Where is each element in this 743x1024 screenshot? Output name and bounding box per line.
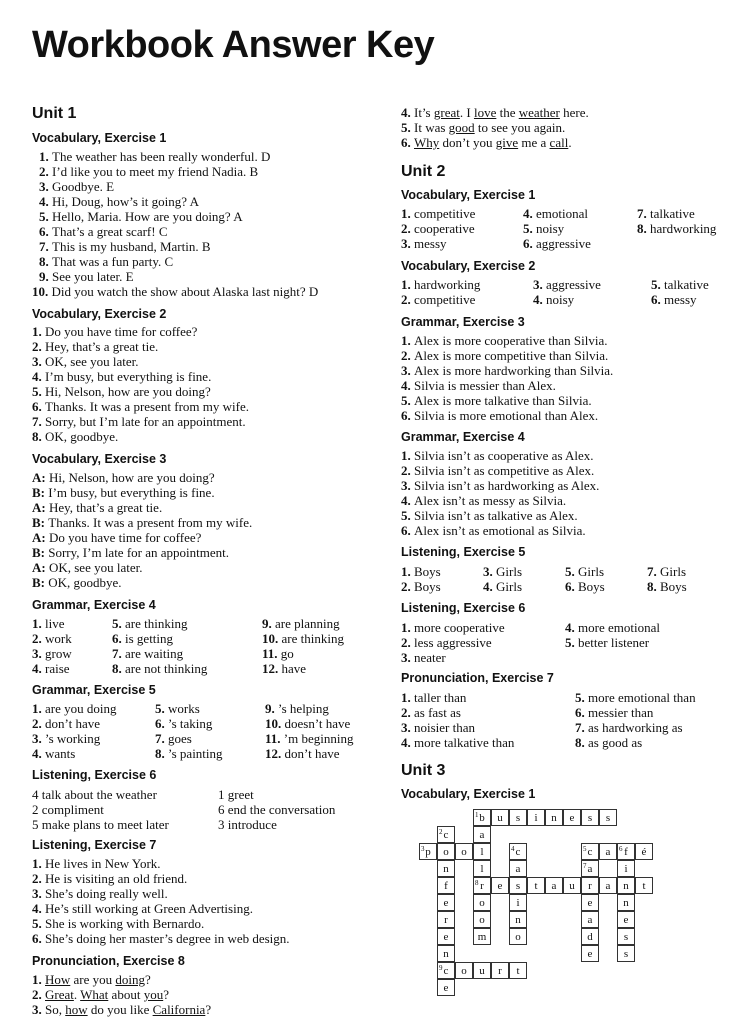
answer-item: 3. messy bbox=[401, 236, 447, 251]
answer-item: 5. more emotional than bbox=[575, 690, 696, 705]
dialogue-line: B: Sorry, I’m late for an appointment. bbox=[32, 545, 229, 560]
answer-item: 3. grow bbox=[32, 646, 72, 661]
answer-item: 5. are thinking bbox=[112, 616, 188, 631]
crossword-cell: a bbox=[581, 911, 599, 928]
answer-item: 2. Alex is more competitive than Silvia. bbox=[401, 348, 609, 363]
answer-item: 3. Girls bbox=[483, 564, 522, 579]
crossword-cell: c 2 bbox=[437, 826, 455, 843]
answer-item: 2. as fast as bbox=[401, 705, 461, 720]
crossword-cell: é bbox=[635, 843, 653, 860]
crossword-cell: n bbox=[617, 877, 635, 894]
answer-item: 3. ’s working bbox=[32, 731, 101, 746]
answer-item: 1. Alex is more cooperative than Silvia. bbox=[401, 333, 608, 348]
answer-item: 5. works bbox=[155, 701, 200, 716]
page-title: Workbook Answer Key bbox=[32, 24, 435, 66]
crossword-cell: s bbox=[617, 945, 635, 962]
crossword-cell: e bbox=[491, 877, 509, 894]
answer-item: 6. Why don’t you give me a call. bbox=[401, 135, 572, 150]
answer-item: 6. Alex isn’t as emotional as Silvia. bbox=[401, 523, 586, 538]
crossword-cell: c 4 bbox=[509, 843, 527, 860]
answer-item: 9. See you later. E bbox=[39, 269, 134, 284]
answer-item: 5. Girls bbox=[565, 564, 604, 579]
answer-item: 8. ’s painting bbox=[155, 746, 223, 761]
answer-item: 6. Silvia is more emotional than Alex. bbox=[401, 408, 599, 423]
crossword-cell: c 9 bbox=[437, 962, 455, 979]
crossword-cell: d bbox=[581, 928, 599, 945]
section-heading: Listening, Exercise 6 bbox=[401, 601, 526, 615]
answer-item: 8. are not thinking bbox=[112, 661, 208, 676]
crossword-cell: s bbox=[509, 877, 527, 894]
answer-item: 1. hardworking bbox=[401, 277, 481, 292]
answer-item: 6. is getting bbox=[112, 631, 174, 646]
crossword-cell: o bbox=[455, 843, 473, 860]
section-heading: Grammar, Exercise 4 bbox=[401, 430, 525, 444]
answer-item: 4. more talkative than bbox=[401, 735, 515, 750]
answer-item: 8. OK, goodbye. bbox=[32, 429, 119, 444]
crossword-cell: o bbox=[473, 911, 491, 928]
dialogue-line: A: Hi, Nelson, how are you doing? bbox=[32, 470, 215, 485]
dialogue-line: B: I’m busy, but everything is fine. bbox=[32, 485, 215, 500]
crossword-cell: l bbox=[473, 843, 491, 860]
section-heading: Vocabulary, Exercise 1 bbox=[401, 787, 536, 801]
crossword-cell: a bbox=[509, 860, 527, 877]
answer-item: 7. as hardworking as bbox=[575, 720, 683, 735]
crossword-cell: s bbox=[581, 809, 599, 826]
answer-item: 6. aggressive bbox=[523, 236, 591, 251]
answer-item: 1. How are you doing? bbox=[32, 972, 151, 987]
answer-item: 6. Boys bbox=[565, 579, 605, 594]
section-heading: Grammar, Exercise 5 bbox=[32, 683, 156, 697]
crossword-cell: s bbox=[599, 809, 617, 826]
section-heading: Pronunciation, Exercise 7 bbox=[401, 671, 554, 685]
answer-item: 5. Silvia isn’t as talkative as Alex. bbox=[401, 508, 578, 523]
answer-item: 4. Hi, Doug, how’s it going? A bbox=[39, 194, 199, 209]
crossword-cell: e bbox=[563, 809, 581, 826]
answer-item: 12. have bbox=[262, 661, 307, 676]
answer-item: 1. Boys bbox=[401, 564, 441, 579]
answer-item: 8. That was a fun party. C bbox=[39, 254, 174, 269]
crossword-cell: r bbox=[437, 911, 455, 928]
crossword-cell: e bbox=[437, 928, 455, 945]
answer-item: 6. ’s taking bbox=[155, 716, 213, 731]
crossword-cell: o bbox=[455, 962, 473, 979]
crossword-cell: n bbox=[617, 894, 635, 911]
answer-item: 3. Alex is more hardworking than Silvia. bbox=[401, 363, 614, 378]
crossword-cell: e bbox=[437, 979, 455, 996]
answer-item: 4. emotional bbox=[523, 206, 588, 221]
answer-item: 8. hardworking bbox=[637, 221, 717, 236]
crossword-cell: p 3 bbox=[419, 843, 437, 860]
answer-item: 5. Alex is more talkative than Silvia. bbox=[401, 393, 592, 408]
answer-item: 10. are thinking bbox=[262, 631, 344, 646]
crossword-cell: e bbox=[437, 894, 455, 911]
answer-item: 2 compliment bbox=[32, 802, 104, 817]
crossword-cell: e bbox=[617, 911, 635, 928]
answer-item: 6 end the conversation bbox=[218, 802, 336, 817]
section-heading: Vocabulary, Exercise 3 bbox=[32, 452, 167, 466]
crossword-cell: r 8 bbox=[473, 877, 491, 894]
answer-item: 5. Hi, Nelson, how are you doing? bbox=[32, 384, 211, 399]
answer-item: 10. Did you watch the show about Alaska last night? D bbox=[32, 284, 319, 299]
crossword-cell: u bbox=[491, 809, 509, 826]
answer-item: 6. That’s a great scarf! C bbox=[39, 224, 168, 239]
crossword-cell: a bbox=[545, 877, 563, 894]
section-heading: Vocabulary, Exercise 1 bbox=[32, 131, 167, 145]
answer-item: 1 greet bbox=[218, 787, 254, 802]
answer-item: 8. Boys bbox=[647, 579, 687, 594]
answer-item: 1. taller than bbox=[401, 690, 467, 705]
answer-item: 7. are waiting bbox=[112, 646, 184, 661]
answer-item: 7. This is my husband, Martin. B bbox=[39, 239, 211, 254]
crossword-cell: a 7 bbox=[581, 860, 599, 877]
crossword-cell: n bbox=[509, 911, 527, 928]
answer-item: 2. Hey, that’s a great tie. bbox=[32, 339, 159, 354]
answer-item: 4. It’s great. I love the weather here. bbox=[401, 105, 589, 120]
crossword-cell: a bbox=[599, 877, 617, 894]
crossword-cell: c 5 bbox=[581, 843, 599, 860]
answer-item: 6. Thanks. It was a present from my wife. bbox=[32, 399, 249, 414]
crossword-cell: b 1 bbox=[473, 809, 491, 826]
answer-item: 8. as good as bbox=[575, 735, 643, 750]
crossword-cell: f 6 bbox=[617, 843, 635, 860]
section-heading: Vocabulary, Exercise 2 bbox=[401, 259, 536, 273]
answer-item: 12. don’t have bbox=[265, 746, 340, 761]
answer-item: 1. are you doing bbox=[32, 701, 117, 716]
answer-item: 4. more emotional bbox=[565, 620, 660, 635]
answer-item: 5 make plans to meet later bbox=[32, 817, 169, 832]
answer-item: 11. ’m beginning bbox=[265, 731, 354, 746]
crossword-cell: i bbox=[527, 809, 545, 826]
unit-heading: Unit 1 bbox=[32, 105, 77, 122]
answer-item: 4. noisy bbox=[533, 292, 575, 307]
answer-item: 3. Goodbye. E bbox=[39, 179, 115, 194]
answer-item: 1. live bbox=[32, 616, 65, 631]
crossword-cell: a bbox=[599, 843, 617, 860]
answer-item: 4. Silvia is messier than Alex. bbox=[401, 378, 556, 393]
crossword-cell: m bbox=[473, 928, 491, 945]
crossword-cell: t bbox=[635, 877, 653, 894]
unit-heading: Unit 3 bbox=[401, 762, 446, 779]
answer-item: 1. more cooperative bbox=[401, 620, 505, 635]
answer-item: 2. He is visiting an old friend. bbox=[32, 871, 188, 886]
crossword-cell: n bbox=[545, 809, 563, 826]
answer-item: 2. Boys bbox=[401, 579, 441, 594]
answer-item: 6. messier than bbox=[575, 705, 654, 720]
crossword-cell: o bbox=[473, 894, 491, 911]
crossword-cell: u bbox=[563, 877, 581, 894]
answer-item: 4. Alex isn’t as messy as Silvia. bbox=[401, 493, 567, 508]
crossword-cell: n bbox=[437, 945, 455, 962]
answer-item: 2. Great. What about you? bbox=[32, 987, 169, 1002]
crossword-cell: s bbox=[509, 809, 527, 826]
section-heading: Vocabulary, Exercise 1 bbox=[401, 188, 536, 202]
answer-item: 3. Silvia isn’t as hardworking as Alex. bbox=[401, 478, 600, 493]
answer-item: 7. Sorry, but I’m late for an appointment. bbox=[32, 414, 246, 429]
answer-item: 1. He lives in New York. bbox=[32, 856, 161, 871]
answer-item: 2. cooperative bbox=[401, 221, 475, 236]
section-heading: Listening, Exercise 7 bbox=[32, 838, 157, 852]
answer-item: 3. aggressive bbox=[533, 277, 601, 292]
answer-item: 2. less aggressive bbox=[401, 635, 492, 650]
answer-item: 3. neater bbox=[401, 650, 446, 665]
answer-item: 1. Silvia isn’t as cooperative as Alex. bbox=[401, 448, 594, 463]
crossword-cell: o bbox=[437, 843, 455, 860]
section-heading: Pronunciation, Exercise 8 bbox=[32, 954, 185, 968]
answer-item: 4. He’s still working at Green Advertising. bbox=[32, 901, 253, 916]
dialogue-line: A: Hey, that’s a great tie. bbox=[32, 500, 163, 515]
answer-item: 5. talkative bbox=[651, 277, 709, 292]
answer-item: 3. noisier than bbox=[401, 720, 476, 735]
crossword-cell: u bbox=[473, 962, 491, 979]
answer-item: 1. The weather has been really wonderful. D bbox=[39, 149, 271, 164]
unit-heading: Unit 2 bbox=[401, 163, 446, 180]
answer-item: 4. wants bbox=[32, 746, 76, 761]
crossword-cell: l bbox=[473, 860, 491, 877]
section-heading: Listening, Exercise 5 bbox=[401, 545, 526, 559]
answer-item: 5. Hello, Maria. How are you doing? A bbox=[39, 209, 243, 224]
answer-item: 3. So, how do you like California? bbox=[32, 1002, 212, 1017]
section-heading: Grammar, Exercise 4 bbox=[32, 598, 156, 612]
crossword-cell: f bbox=[437, 877, 455, 894]
dialogue-line: B: Thanks. It was a present from my wife. bbox=[32, 515, 253, 530]
crossword-cell: t bbox=[509, 962, 527, 979]
crossword-cell: t bbox=[527, 877, 545, 894]
answer-item: 6. She’s doing her master’s degree in web design. bbox=[32, 931, 290, 946]
crossword-cell: n bbox=[437, 860, 455, 877]
section-heading: Grammar, Exercise 3 bbox=[401, 315, 525, 329]
dialogue-line: A: OK, see you later. bbox=[32, 560, 143, 575]
answer-item: 10. doesn’t have bbox=[265, 716, 351, 731]
answer-item: 4. I’m busy, but everything is fine. bbox=[32, 369, 212, 384]
answer-item: 1. Do you have time for coffee? bbox=[32, 324, 198, 339]
crossword-cell: i bbox=[617, 860, 635, 877]
answer-item: 3. OK, see you later. bbox=[32, 354, 139, 369]
answer-item: 9. are planning bbox=[262, 616, 340, 631]
crossword-cell: o bbox=[509, 928, 527, 945]
answer-item: 2. I’d like you to meet my friend Nadia. B bbox=[39, 164, 259, 179]
crossword-cell: r bbox=[581, 877, 599, 894]
crossword-cell: a bbox=[473, 826, 491, 843]
answer-item: 4. Girls bbox=[483, 579, 522, 594]
answer-item: 2. don’t have bbox=[32, 716, 100, 731]
answer-item: 5. It was good to see you again. bbox=[401, 120, 566, 135]
answer-item: 4. raise bbox=[32, 661, 70, 676]
answer-item: 7. Girls bbox=[647, 564, 686, 579]
section-heading: Vocabulary, Exercise 2 bbox=[32, 307, 167, 321]
dialogue-line: B: OK, goodbye. bbox=[32, 575, 122, 590]
answer-item: 4 talk about the weather bbox=[32, 787, 157, 802]
crossword-cell: r bbox=[491, 962, 509, 979]
answer-item: 5. noisy bbox=[523, 221, 565, 236]
answer-item: 1. competitive bbox=[401, 206, 476, 221]
section-heading: Listening, Exercise 6 bbox=[32, 768, 157, 782]
dialogue-line: A: Do you have time for coffee? bbox=[32, 530, 202, 545]
answer-item: 6. messy bbox=[651, 292, 697, 307]
answer-item: 7. talkative bbox=[637, 206, 695, 221]
crossword-cell: s bbox=[617, 928, 635, 945]
answer-item: 11. go bbox=[262, 646, 294, 661]
answer-item: 2. competitive bbox=[401, 292, 476, 307]
answer-item: 3 introduce bbox=[218, 817, 277, 832]
answer-item: 3. She’s doing really well. bbox=[32, 886, 168, 901]
crossword-cell: e bbox=[581, 945, 599, 962]
answer-item: 7. goes bbox=[155, 731, 192, 746]
answer-item: 5. better listener bbox=[565, 635, 650, 650]
answer-item: 5. She is working with Bernardo. bbox=[32, 916, 205, 931]
answer-item: 9. ’s helping bbox=[265, 701, 329, 716]
answer-item: 2. Silvia isn’t as competitive as Alex. bbox=[401, 463, 595, 478]
crossword-cell: e bbox=[581, 894, 599, 911]
crossword-cell: i bbox=[509, 894, 527, 911]
answer-item: 2. work bbox=[32, 631, 72, 646]
